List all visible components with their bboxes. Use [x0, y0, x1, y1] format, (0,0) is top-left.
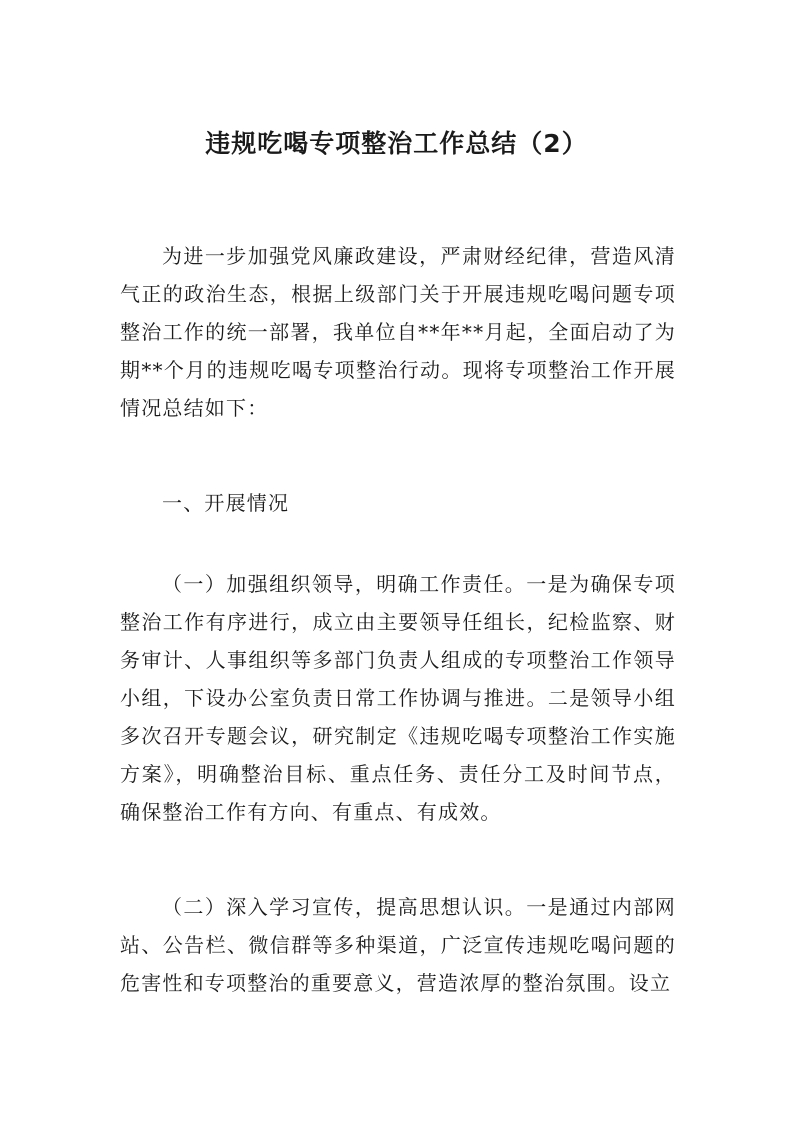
intro-paragraph: 为进一步加强党风廉政建设，严肃财经纪律，营造风清气正的政治生态，根据上级部门关于开展违规吃喝问题专项整治工作的统一部署，我单位自**年**月起，全面启动了为期**个月的违规吃喝专项整治行动。现将专项整治工作开展情况总结如下： [120, 244, 676, 420]
point-two-paragraph: （二）深入学习宣传，提高思想认识。一是通过内部网站、公告栏、微信群等多种渠道，广泛宣传违规吃喝问题的危害性和专项整治的重要意义，营造浓厚的整治氛围。设立 [120, 895, 676, 995]
document-title: 违规吃喝专项整治工作总结（2） [205, 129, 588, 158]
point-one-paragraph: （一）加强组织领导，明确工作责任。一是为确保专项整治工作有序进行，成立由主要领导任组长，纪检监察、财务审计、人事组织等多部门负责人组成的专项整治工作领导小组，下设办公室负责日常工作协调与推进。二是领导小组多次召开专题会议，研究制定《违规吃喝专项整治工作实施方案》，明确整治目标、重点任务、责任分工及时间节点，确保整治工作有方向、有重点、有成效。 [120, 572, 676, 824]
section-heading: 一、开展情况 [162, 491, 290, 515]
